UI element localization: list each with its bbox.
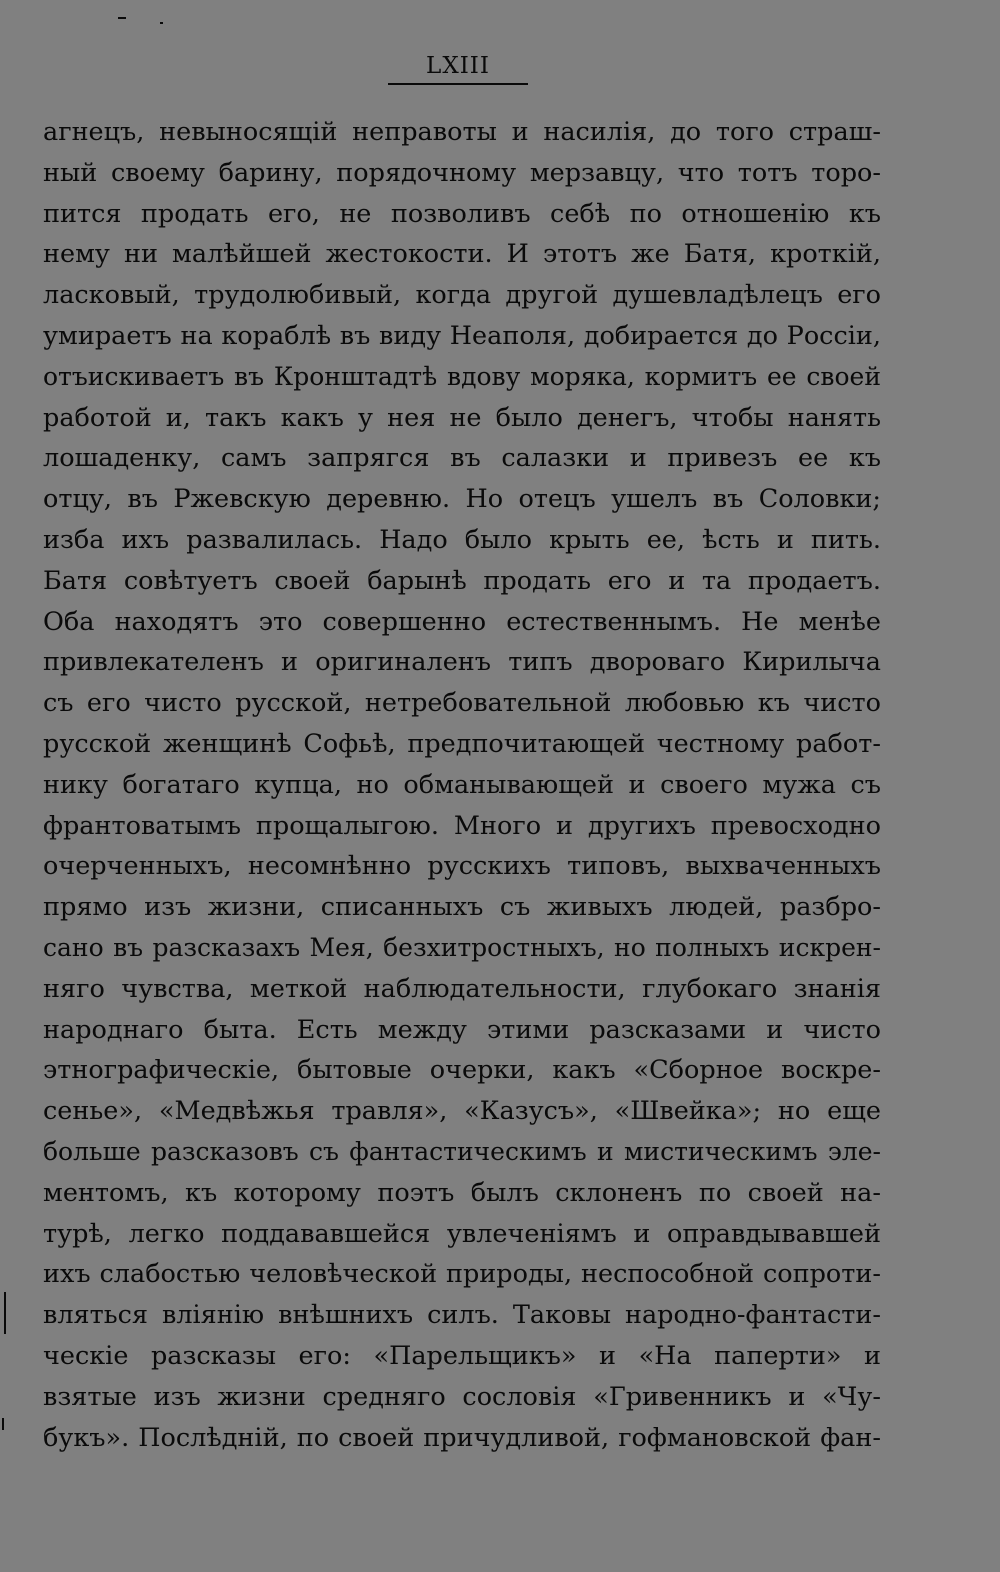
text-line: сано въ разсказахъ Мея, безхитростныхъ, но полныхъ искрен- — [43, 932, 881, 962]
text-line: няго чувства, меткой наблюдательности, глубокаго знанія — [43, 973, 881, 1004]
text-line: ихъ слабостью человѣческой природы, неспособной сопроти- — [43, 1259, 881, 1290]
text-line: съ его чисто русской, нетребовательной любовью къ чисто — [43, 688, 881, 719]
text-line: ческіе разсказы его: «Парельщикъ» и «На паперти» и — [43, 1340, 881, 1371]
header-rule — [388, 83, 528, 85]
text-line: турѣ, легко поддававшейся увлеченіямъ и оправдывавшей — [43, 1218, 881, 1249]
text-line: изба ихъ развалилась. Надо было крыть ее, ѣсть и пить. — [43, 524, 881, 555]
text-line: франтоватымъ прощалыгою. Много и другихъ превосходно — [43, 810, 881, 841]
text-line: русской женщинѣ Софьѣ, предпочитающей честному работ- — [43, 728, 881, 759]
text-line: ласковый, трудолюбивый, когда другой душевладѣлецъ его — [43, 280, 881, 311]
text-line: ный своему барину, порядочному мерзавцу, что тотъ торо- — [43, 157, 881, 188]
text-line: нику богатаго купца, но обманывающей и своего мужа съ — [43, 769, 881, 800]
page-number: LXIII — [426, 53, 490, 79]
text-line: агнецъ, невыносящій неправоты и насилія, до того страш- — [43, 117, 881, 147]
text-line: Батя совѣтуетъ своей барынѣ продать его и та продаетъ. — [43, 565, 881, 596]
text-line: сенье», «Медвѣжья травля», «Казусъ», «Швейка»; но еще — [43, 1096, 881, 1127]
page-header — [388, 52, 528, 85]
text-line: прямо изъ жизни, списанныхъ съ живыхъ людей, разбро- — [43, 892, 881, 923]
text-line: нему ни малѣйшей жестокости. И этотъ же Батя, кроткій, — [43, 239, 881, 270]
text-line: умираетъ на кораблѣ въ виду Неаполя, добирается до Россіи, — [43, 320, 881, 351]
text-line: привлекателенъ и оригиналенъ типъ двороваго Кирилыча — [43, 647, 881, 678]
text-line: отъискиваетъ въ Кронштадтѣ вдову моряка, кормитъ ее своей — [43, 361, 881, 391]
text-line: вляться вліянію внѣшнихъ силъ. Таковы народно-фантасти- — [43, 1300, 881, 1331]
text-line: отцу, въ Ржевскую деревню. Но отецъ ушелъ въ Соловки; — [43, 484, 881, 515]
body-text — [43, 112, 881, 1458]
scan-speck — [160, 22, 163, 24]
text-line: этнографическіе, бытовые очерки, какъ «Сборное воскре- — [43, 1055, 881, 1086]
text-line: ментомъ, къ которому поэтъ былъ склоненъ по своей на- — [43, 1177, 881, 1208]
text-line: Оба находятъ это совершенно естественнымъ. Не менѣе — [43, 606, 881, 637]
text-line: очерченныхъ, несомнѣнно русскихъ типовъ, выхваченныхъ — [43, 851, 881, 882]
scan-edge-mark — [2, 1418, 4, 1430]
text-line: лошаденку, самъ запрягся въ салазки и привезъ ее къ — [43, 443, 881, 474]
scan-speck — [118, 17, 126, 19]
text-line: работой и, такъ какъ у нея не было денегъ, чтобы нанять — [43, 402, 881, 433]
text-line: взятые изъ жизни средняго сословія «Гривенникъ и «Чу- — [43, 1381, 881, 1412]
text-line: народнаго быта. Есть между этими разсказами и чисто — [43, 1014, 881, 1045]
text-line: пится продать его, не позволивъ себѣ по отношенію къ — [43, 198, 881, 229]
text-line: букъ». Послѣдній, по своей причудливой, гофмановской фан- — [43, 1422, 881, 1453]
scan-edge-mark — [4, 1292, 6, 1334]
text-line: больше разсказовъ съ фантастическимъ и мистическимъ эле- — [43, 1136, 881, 1166]
